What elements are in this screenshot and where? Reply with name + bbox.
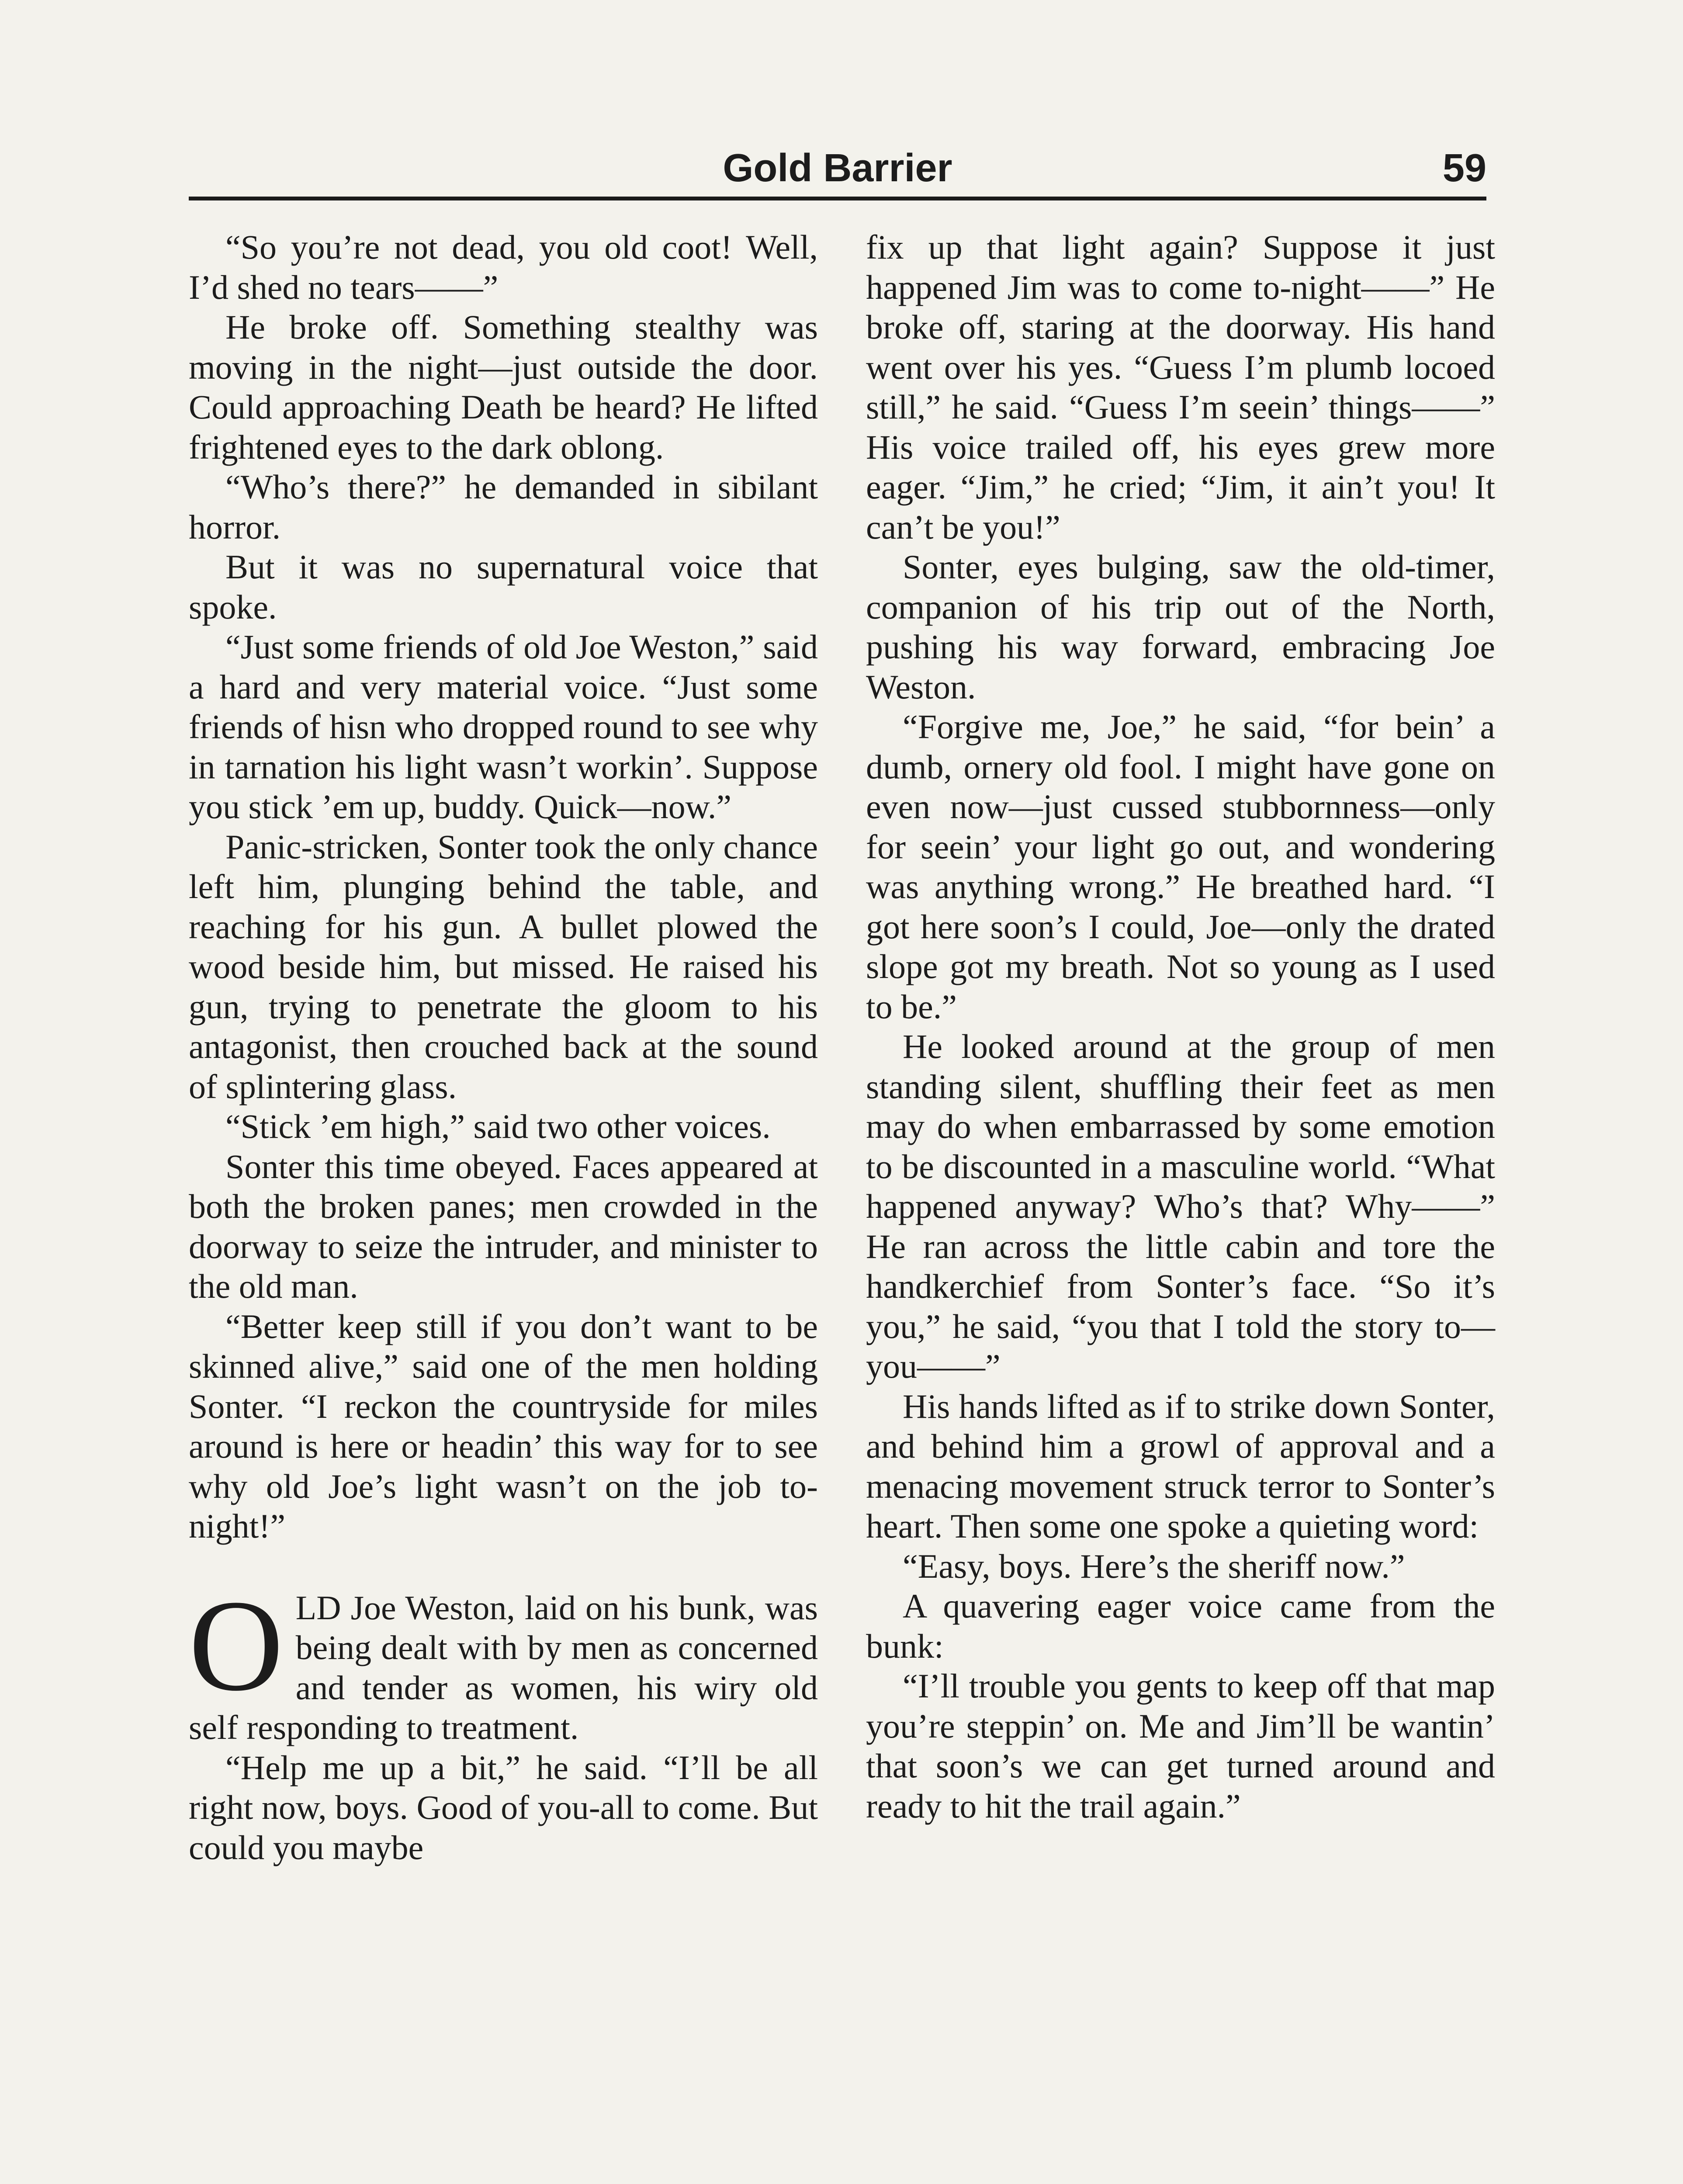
paragraph: “So you’re not dead, you old coot! Well, I’d shed no tears——”: [189, 228, 818, 306]
paragraph: He broke off. Something stealthy was moving in the night—just outside the door. Could approaching Death be heard? He lifted frightened eyes to the dark oblong.: [189, 308, 818, 466]
paragraph: “Stick ’em high,” said two other voices.: [225, 1107, 771, 1145]
paragraph: But it was no supernatural voice that spoke.: [189, 548, 818, 626]
paragraph: “I’ll trouble you gents to keep off that map you’re steppin’ on. Me and Jim’ll be wantin’ that soon’s we can get turned around and ready to hit the trail again.”: [866, 1667, 1495, 1825]
section-opening-paragraph: [189, 1572, 818, 1748]
paragraph: “Just some friends of old Joe Weston,” said a hard and very material voice. “Just some friends of hisn who dropped round to see why in tarnation his light wasn’t workin’. Suppose you stick ’em up, buddy. Quick—now.”: [189, 628, 818, 826]
paragraph: Sonter this time obeyed. Faces appeared at both the broken panes; men crowded in the doorway to seize the intruder, and minister to the old man.: [189, 1147, 818, 1305]
right-column: [866, 227, 1495, 1826]
paragraph: He looked around at the group of men standing silent, shuffling their feet as men may do when embarrassed by some emotion to be discounted in a masculine world. “What happened anyway? Who’s that? Why——” He ran across the little cabin and tore the handkerchief from Sonter’s face. “So it’s you,” he said, “you that I told the story to—you——”: [866, 1027, 1495, 1385]
paragraph-continuation: fix up that light again? Suppose it just happened Jim was to come to-night——” He broke off, staring at the doorway. His hand went over his yes. “Guess I’m plumb locoed still,” he said. “Guess I’m seein’ things——” His voice trailed off, his eyes grew more eager. “Jim,” he cried; “Jim, it ain’t you! It can’t be you!”: [866, 228, 1495, 546]
page-header: [189, 144, 1486, 200]
paragraph: His hands lifted as if to strike down Sonter, and behind him a growl of approval and a menacing movement struck terror to Sonter’s heart. Then some one spoke a quieting word:: [866, 1387, 1495, 1545]
page-title: Gold Barrier: [723, 146, 952, 190]
paragraph: “Help me up a bit,” he said. “I’ll be all right now, boys. Good of you-all to come. But could you maybe: [189, 1748, 818, 1866]
drop-cap: O: [189, 1572, 284, 1718]
paragraph: “Easy, boys. Here’s the sheriff now.”: [903, 1547, 1405, 1585]
section-opening-text: LD Joe Weston, laid on his bunk, was being dealt with by men as concerned and tender as women, his wiry old self responding to treatment.: [189, 1588, 818, 1746]
paragraph: A quavering eager voice came from the bunk:: [866, 1587, 1495, 1665]
paragraph: “Forgive me, Joe,” he said, “for bein’ a dumb, ornery old fool. I might have gone on even now—just cussed stubbornness—only for seein’ your light go out, and wondering was anything wrong.” He breathed hard. “I got here soon’s I could, Joe—only the drated slope got my breath. Not so young as I used to be.”: [866, 708, 1495, 1026]
paragraph: Sonter, eyes bulging, saw the old-timer, companion of his trip out of the North, pushing his way forward, embracing Joe Weston.: [866, 548, 1495, 706]
page-number: 59: [1442, 146, 1486, 190]
paragraph: “Who’s there?” he demanded in sibilant horror.: [189, 468, 818, 546]
left-column: [189, 227, 818, 1867]
paragraph: “Better keep still if you don’t want to be skinned alive,” said one of the men holding Sonter. “I reckon the countryside for miles around is here or headin’ this way for to see why old Joe’s light wasn’t on the job to-night!”: [189, 1307, 818, 1545]
paragraph: Panic-stricken, Sonter took the only chance left him, plunging behind the table, and reaching for his gun. A bullet plowed the wood beside him, but missed. He raised his gun, trying to penetrate the gloom to his antagonist, then crouched back at the sound of splintering glass.: [189, 827, 818, 1106]
